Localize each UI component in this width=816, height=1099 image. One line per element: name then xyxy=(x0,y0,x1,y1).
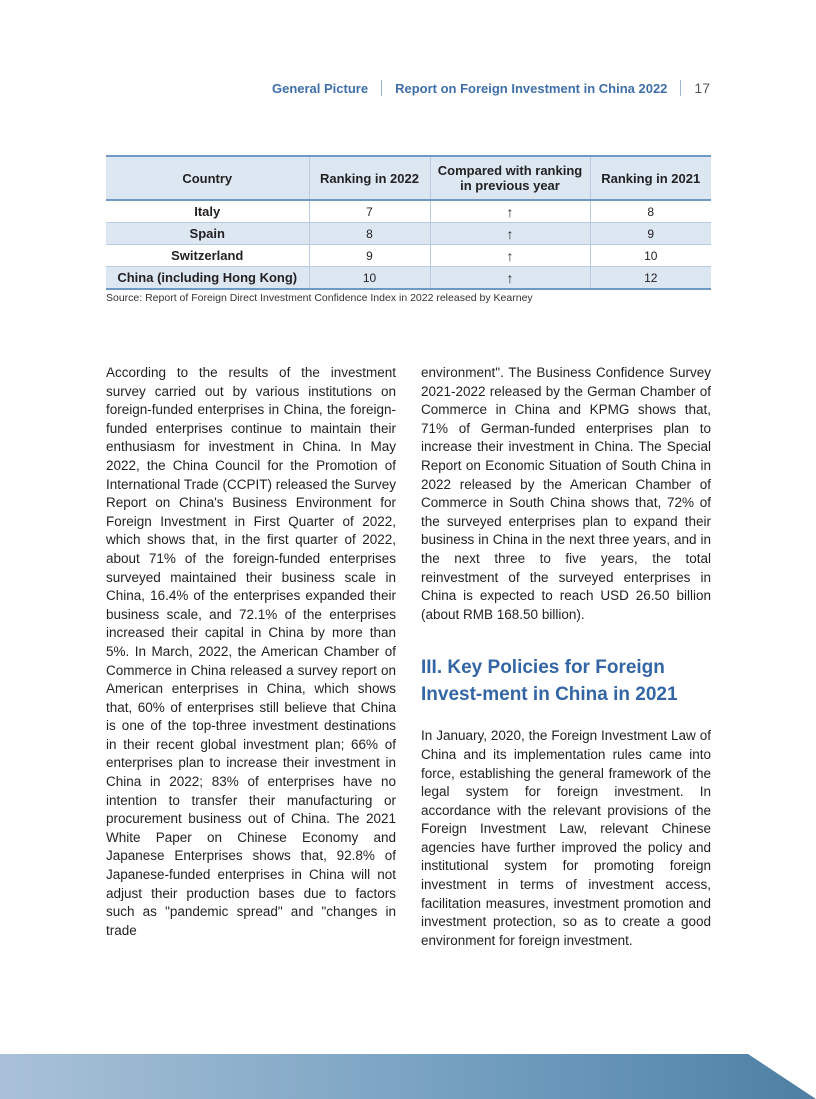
table-source-note: Source: Report of Foreign Direct Investment Confidence Index in 2022 released by Kearney xyxy=(106,292,533,304)
table-row xyxy=(106,223,711,245)
body-paragraph: environment". The Business Confidence Survey 2021-2022 released by the German Chamber of Commerce in China and KPMG shows that, 71% of German-funded enterprises plan to increase their investment in China. The Special Report on Economic Situation of South China in 2022 released by the American Chamber of Commerce in South China shows that, 72% of the surveyed enterprises plan to expand their business in China in the next three years, and in the next three to five years, the total reinvestment of the surveyed enterprises in China is expected to reach USD 26.50 billion (about RMB 168.50 billion). xyxy=(421,365,711,622)
rank-2022-cell: 10 xyxy=(309,267,430,290)
header-section: General Picture xyxy=(271,80,369,96)
right-column xyxy=(421,364,711,950)
country-cell: Spain xyxy=(106,223,309,245)
country-cell: China (including Hong Kong) xyxy=(106,267,309,290)
country-cell: Switzerland xyxy=(106,245,309,267)
table-row xyxy=(106,245,711,267)
footer-decorative-band xyxy=(0,1054,816,1099)
ranking-table xyxy=(106,155,711,290)
table-row xyxy=(106,200,711,223)
rank-2021-cell: 8 xyxy=(590,200,711,223)
rank-2022-cell: 8 xyxy=(309,223,430,245)
header-ranking-2022: Ranking in 2022 xyxy=(309,156,430,200)
header-report-title: Report on Foreign Investment in China 2022 xyxy=(395,80,668,96)
page-number: 17 xyxy=(694,80,710,96)
country-cell: Italy xyxy=(106,200,309,223)
running-header xyxy=(272,78,710,98)
header-divider xyxy=(680,80,681,96)
up-arrow-icon: ↑ xyxy=(430,200,590,223)
rank-2021-cell: 9 xyxy=(590,223,711,245)
ranking-table-container xyxy=(106,155,711,290)
up-arrow-icon: ↑ xyxy=(430,245,590,267)
table-header-row xyxy=(106,156,711,200)
header-compared: Compared with ranking in previous year xyxy=(430,156,590,200)
table-row xyxy=(106,267,711,290)
section-heading: III. Key Policies for Foreign Invest-ment in China in 2021 xyxy=(421,657,678,706)
up-arrow-icon: ↑ xyxy=(430,267,590,290)
header-ranking-2021: Ranking in 2021 xyxy=(590,156,711,200)
header-country: Country xyxy=(106,156,309,200)
rank-2021-cell: 10 xyxy=(590,245,711,267)
header-divider xyxy=(381,80,382,96)
rank-2022-cell: 9 xyxy=(309,245,430,267)
left-column xyxy=(106,364,396,940)
rank-2021-cell: 12 xyxy=(590,267,711,290)
up-arrow-icon: ↑ xyxy=(430,223,590,245)
rank-2022-cell: 7 xyxy=(309,200,430,223)
body-paragraph: According to the results of the investment survey carried out by various institutions on foreign-funded enterprises in China, the foreign-funded enterprises continue to maintain their enthusiasm for investment in China. In May 2022, the China Council for the Promotion of International Trade (CCPIT) released the Survey Report on China's Business Environment for Foreign Investment in First Quarter of 2022, which shows that, in the first quarter of 2022, about 71% of the foreign-funded enterprises surveyed maintained their business scale in China, 16.4% of the enterprises expanded their business scale, and 72.1% of the enterprises increased their capital in China by more than 5%. In March, 2022, the American Chamber of Commerce in China released a survey report on American enterprises in China, which shows that, 60% of enterprises still believe that China is one of the top-three investment destinations in their recent global investment plan; 66% of enterprises plan to increase their investment in China in 2022; 83% of enterprises have no intention to transfer their manufacturing or procurement business out of China. The 2021 White Paper on Chinese Economy and Japanese Enterprises shows that, 92.8% of Japanese-funded enterprises in China will not adjust their production bases due to factors such as "pandemic spread" and "changes in trade xyxy=(106,365,396,938)
body-paragraph: In January, 2020, the Foreign Investment Law of China and its implementation rules came into force, establishing the general framework of the legal system for foreign investment. In accordance with the relevant provisions of the Foreign Investment Law, relevant Chinese agencies have further improved the policy and institutional system for promoting foreign investment in terms of investment access, facilitation measures, investment promotion and investment protection, so as to create a good environment for foreign investment. xyxy=(421,728,711,948)
